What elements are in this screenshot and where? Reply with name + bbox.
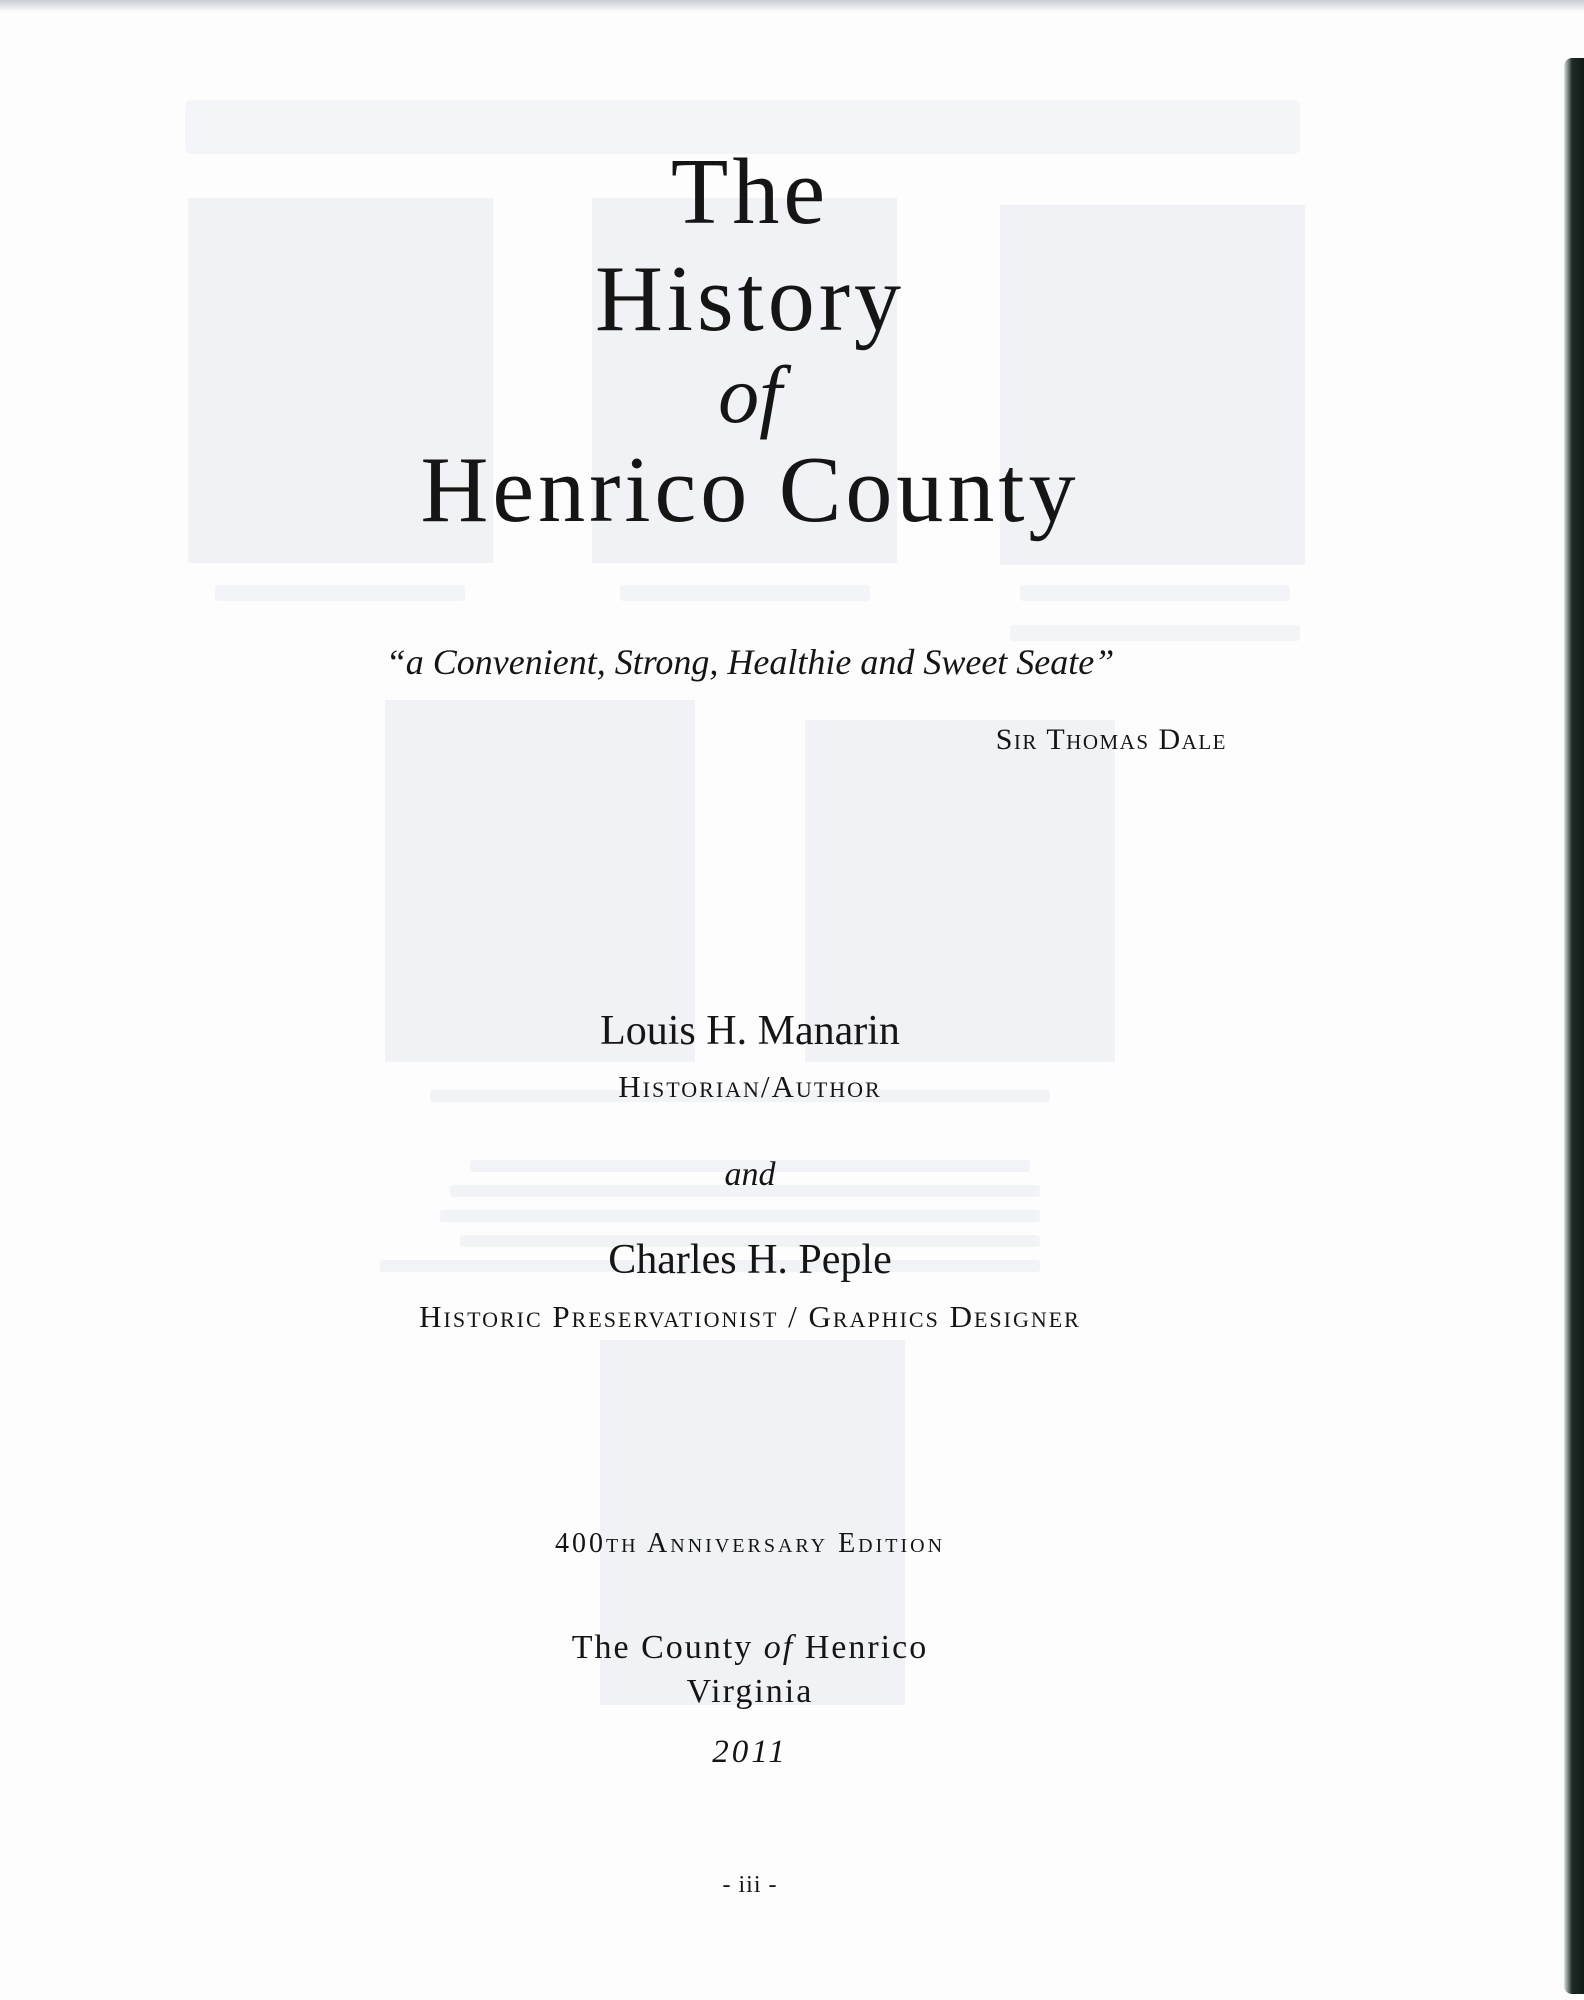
publication-year: 2011 — [712, 1734, 788, 1770]
show-through-text-line — [440, 1210, 1040, 1222]
edition-label: 400th Anniversary Edition — [554, 1528, 946, 1559]
author-name: Louis H. Manarin — [600, 1008, 900, 1054]
author-conjunction: and — [724, 1156, 776, 1193]
show-through-caption — [1010, 625, 1300, 641]
epigraph-attribution: Sir Thomas Dale — [995, 723, 1227, 756]
book-title-line-4: Henrico County — [420, 438, 1080, 542]
show-through-caption — [1020, 585, 1290, 601]
show-through-caption — [620, 585, 870, 601]
author-role: Historian/Author — [618, 1069, 882, 1104]
author-name: Charles H. Peple — [608, 1237, 892, 1283]
author-role: Historic Preservationist / Graphics Designer — [419, 1299, 1081, 1334]
show-through-caption — [215, 585, 465, 601]
book-title-line-3: of — [718, 349, 782, 440]
book-spine-edge — [1564, 58, 1584, 1994]
publisher-line — [0, 1628, 1500, 1668]
publisher-state: Virginia — [686, 1673, 814, 1710]
book-title-line-2: History — [595, 247, 905, 351]
epigraph-quote: “a Convenient, Strong, Healthie and Sweet Seate” — [385, 642, 1115, 682]
page-top-edge — [0, 0, 1584, 12]
publisher-suffix: Henrico — [804, 1629, 929, 1666]
page-number: - iii - — [722, 1872, 778, 1898]
publisher-prefix: The County — [571, 1629, 754, 1666]
book-title-line-1: The — [670, 140, 830, 244]
publisher-of: of — [763, 1629, 795, 1666]
